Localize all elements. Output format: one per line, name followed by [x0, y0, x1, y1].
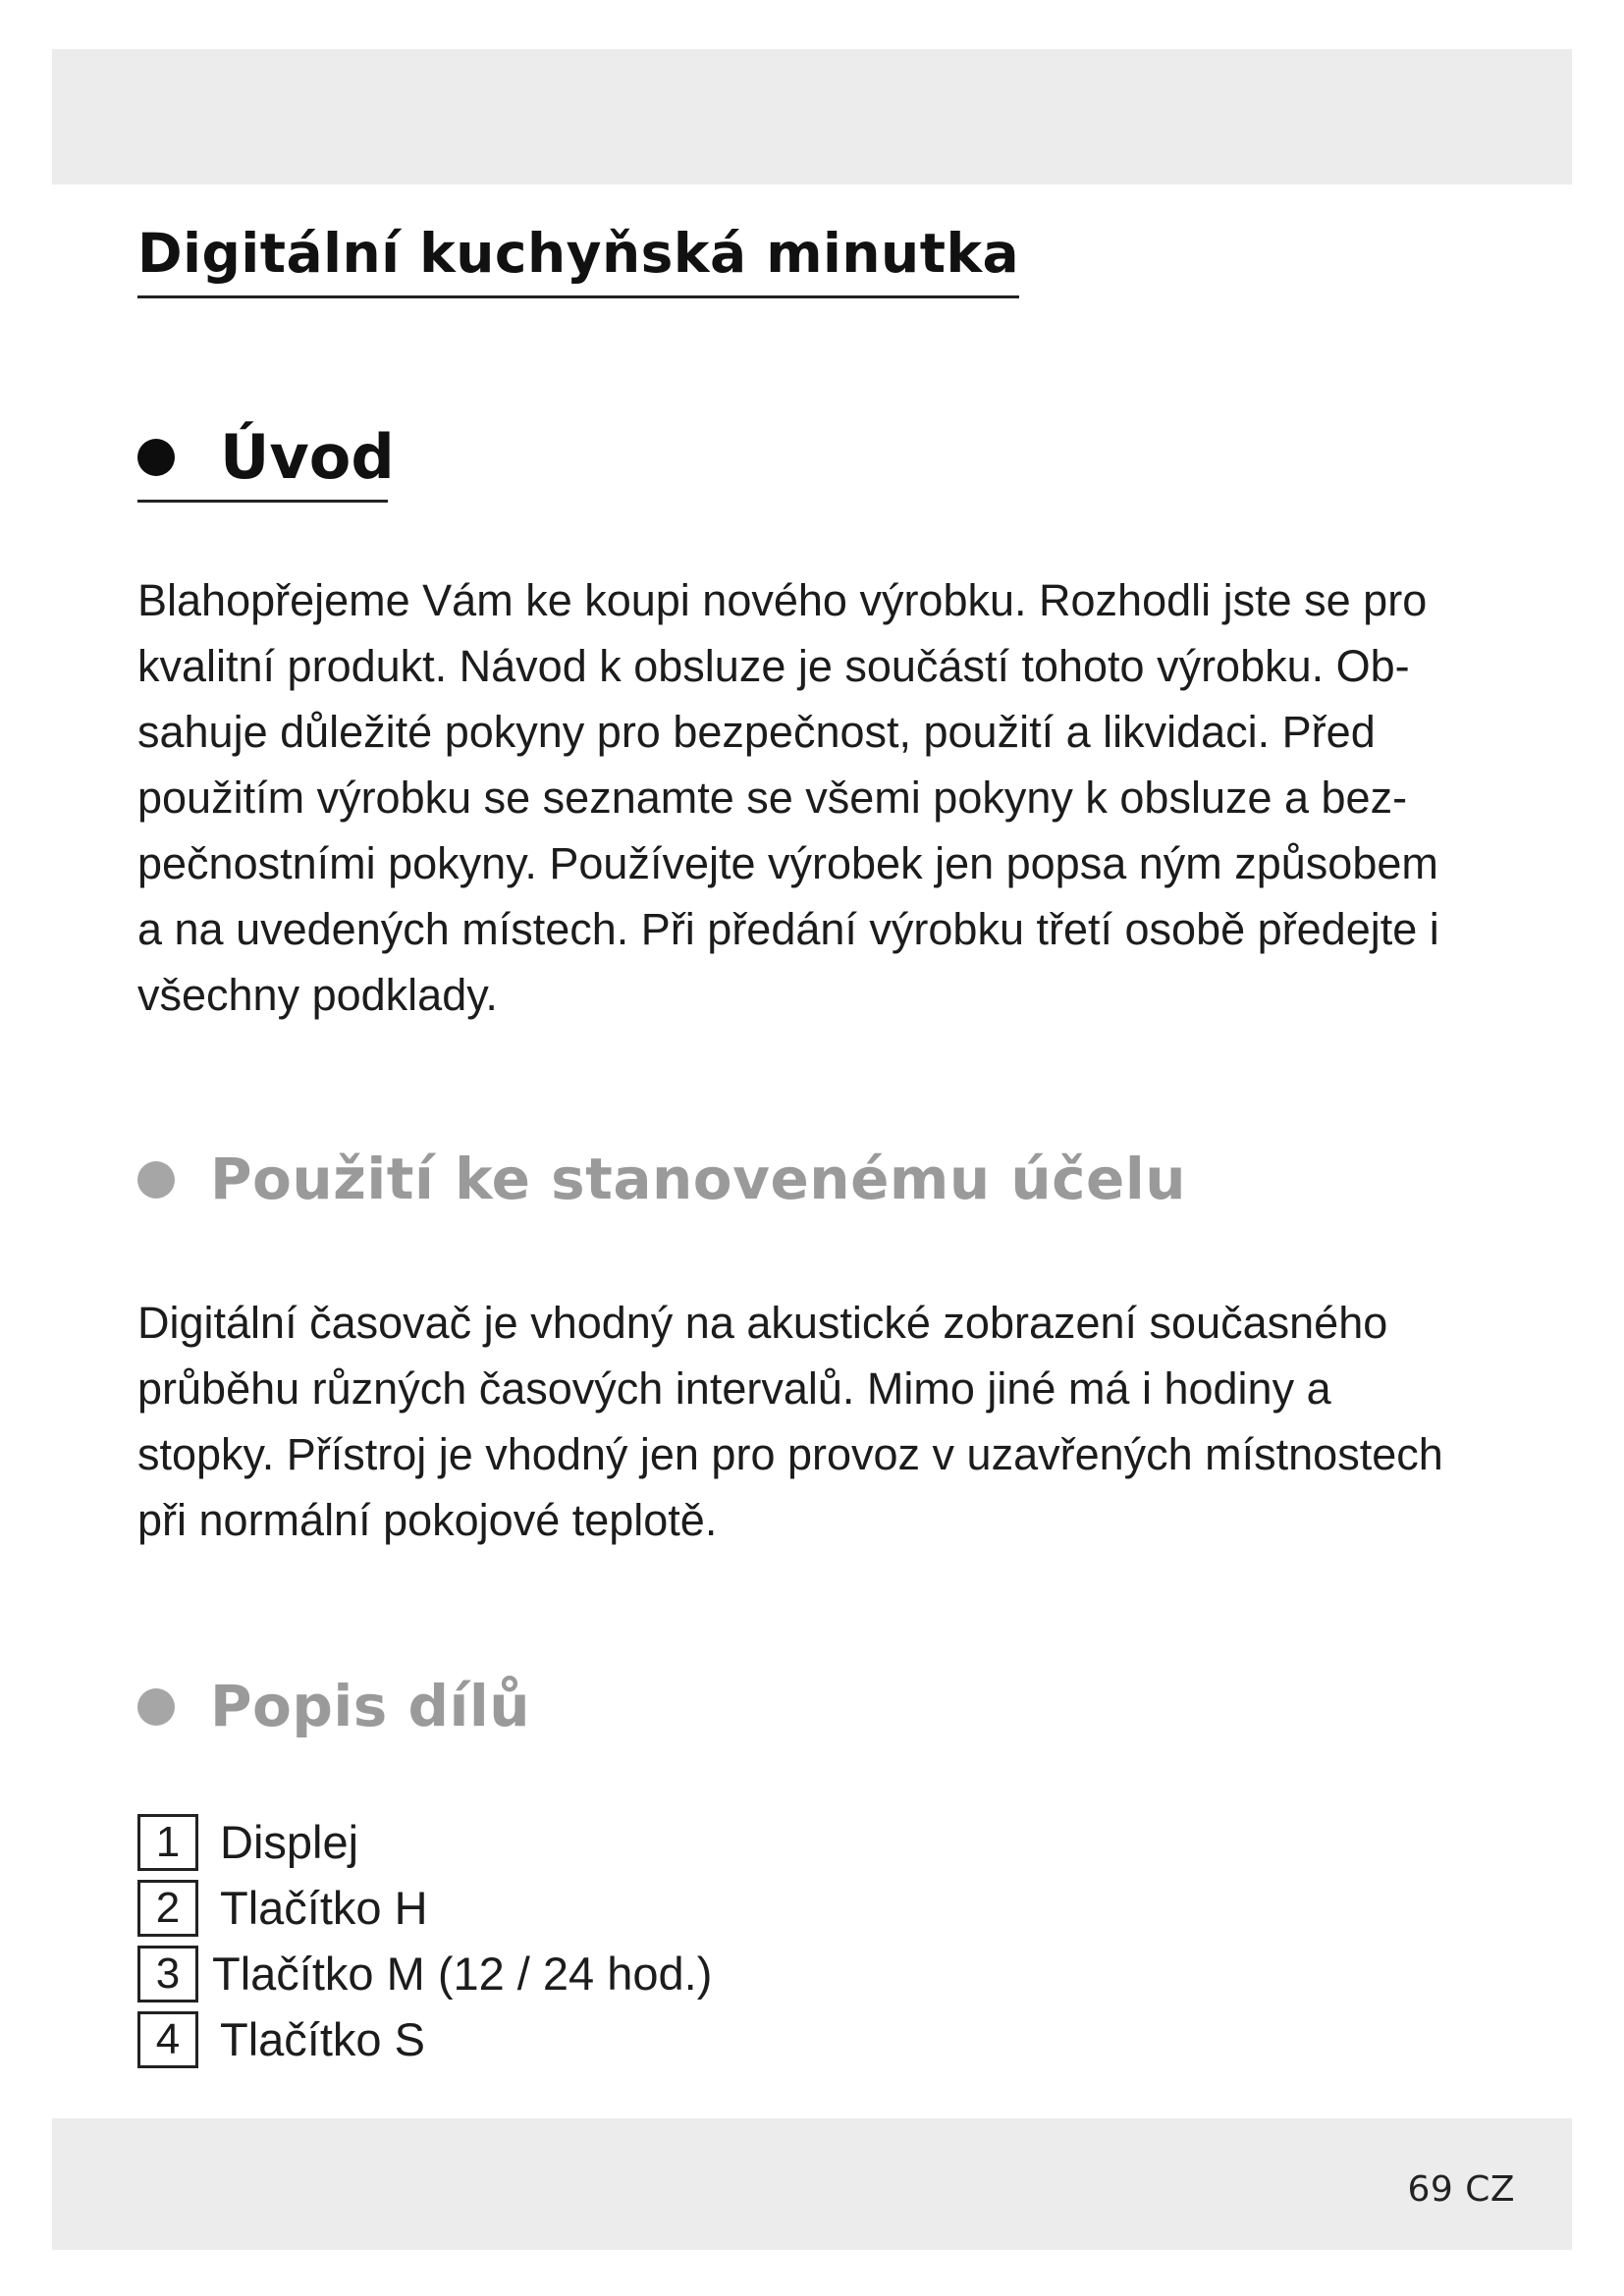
part-number-box: 4	[137, 2011, 198, 2068]
section-heading-parts	[137, 1673, 531, 1739]
paragraph-line: průběhu různých časových intervalů. Mimo jiné má i hodiny a	[137, 1363, 1331, 1414]
part-label: Tlačítko M (12 / 24 hod.)	[212, 1948, 713, 2000]
intended-use-heading: Použití ke stanovenému účelu	[210, 1146, 1187, 1212]
bullet-icon	[137, 1688, 175, 1726]
part-number-box: 3	[137, 1946, 198, 2002]
part-number-box: 1	[137, 1814, 198, 1871]
part-label: Displej	[220, 1816, 359, 1868]
paragraph-line: stopky. Přístroj je vhodný jen pro provoz v uzavřených místnostech	[137, 1429, 1443, 1479]
intro-paragraph	[137, 567, 1492, 1028]
part-number-box: 2	[137, 1880, 198, 1937]
paragraph-line: Blahopřejeme Vám ke koupi nového výrobku. Rozhodli jste se pro	[137, 575, 1428, 625]
header-band	[52, 49, 1572, 185]
section-heading-intended-use	[137, 1148, 1186, 1211]
intro-heading: Úvod	[220, 421, 395, 493]
part-label: Tlačítko S	[220, 2013, 425, 2065]
paragraph-line: všechny podklady.	[137, 970, 498, 1020]
footer-band	[52, 2118, 1572, 2250]
paragraph-line: sahuje důležité pokyny pro bezpečnost, použití a likvidaci. Před	[137, 707, 1376, 757]
paragraph-line: a na uvedených místech. Při předání výrobku třetí osobě předejte i	[137, 904, 1439, 954]
list-item	[137, 1809, 712, 1875]
paragraph-line: kvalitní produkt. Návod k obsluze je součástí tohoto výrobku. Ob-	[137, 641, 1410, 691]
part-label: Tlačítko H	[220, 1882, 428, 1934]
list-item	[137, 1875, 712, 1941]
list-item	[137, 1941, 712, 2006]
parts-list	[137, 1809, 712, 2072]
bullet-icon	[137, 1161, 175, 1199]
list-item	[137, 2006, 712, 2072]
paragraph-line: pečnostními pokyny. Používejte výrobek jen popsa ným způsobem	[137, 838, 1438, 888]
parts-heading: Popis dílů	[210, 1673, 531, 1739]
bullet-icon	[137, 439, 175, 476]
paragraph-line: použitím výrobku se seznamte se všemi pokyny k obsluze a bez-	[137, 773, 1408, 823]
paragraph-line: Digitální časovač je vhodný na akustické zobrazení současného	[137, 1298, 1388, 1348]
page-title: Digitální kuchyňská minutka	[137, 224, 1019, 298]
intro-heading-underline	[137, 500, 388, 503]
paragraph-line: při normální pokojové teplotě.	[137, 1495, 718, 1545]
intended-use-paragraph	[137, 1290, 1492, 1553]
page-number: 69 CZ	[1407, 2169, 1515, 2210]
section-heading-intro	[137, 421, 395, 493]
